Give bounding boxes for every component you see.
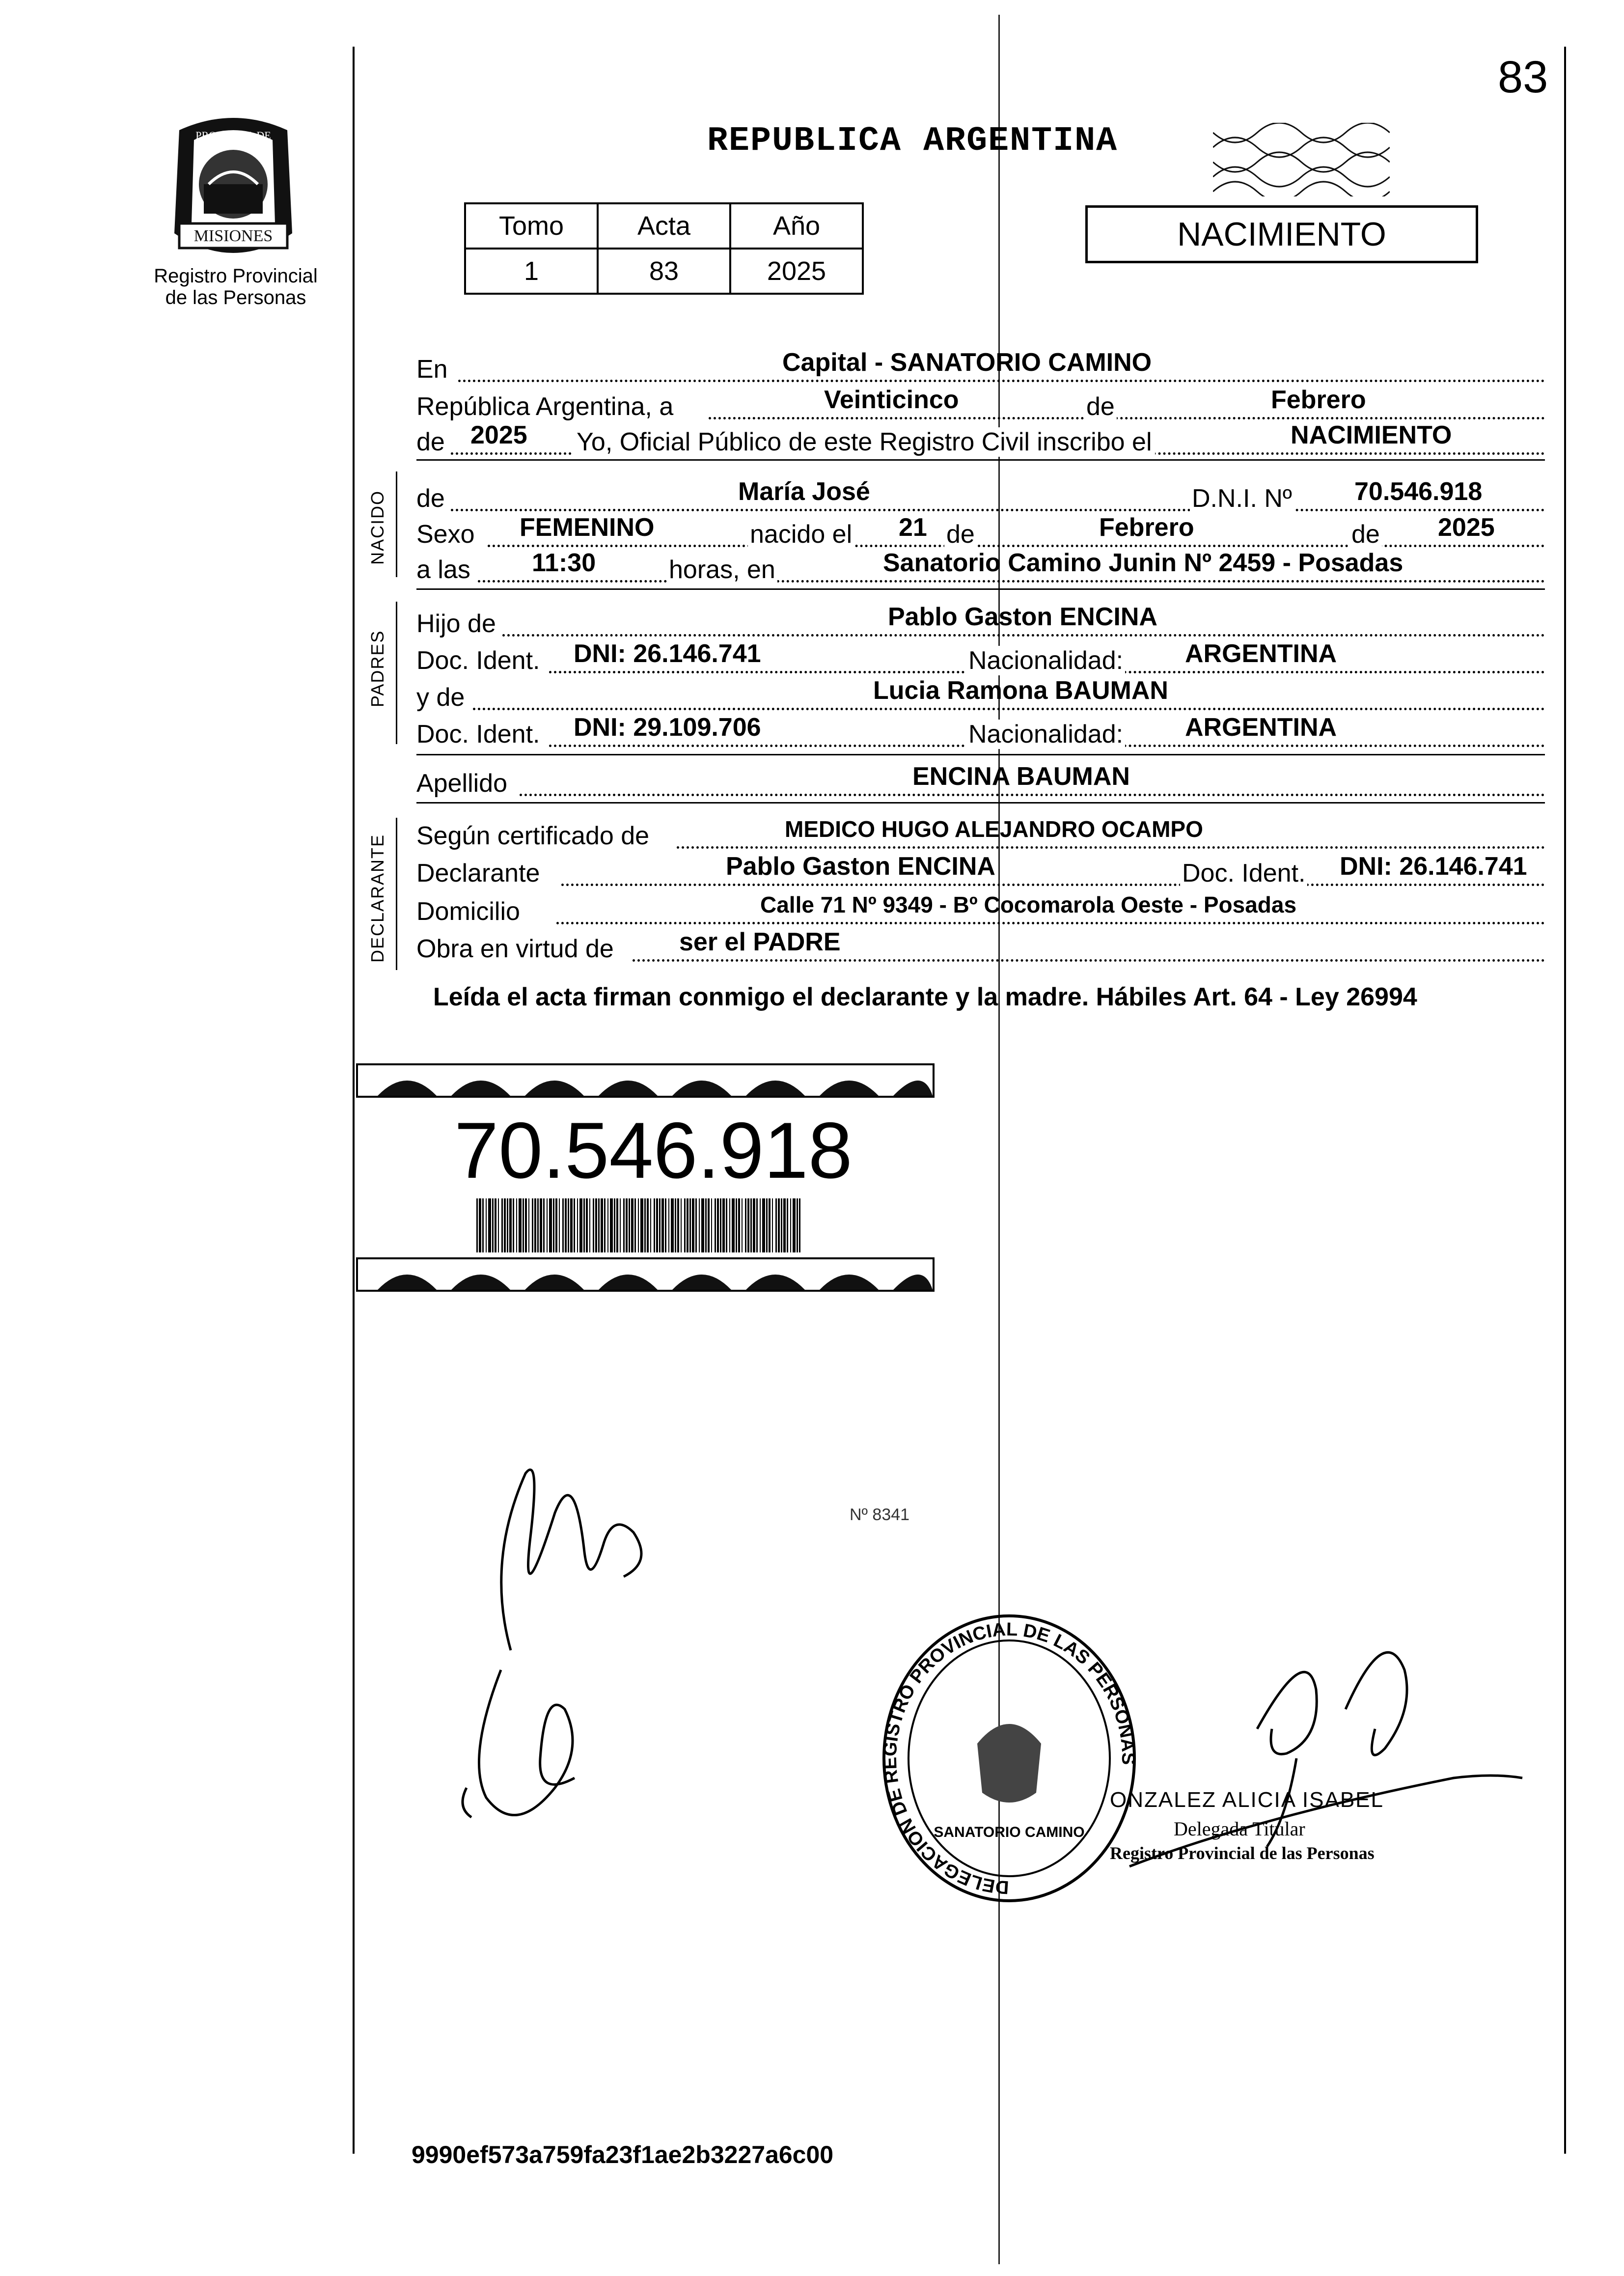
section-label-declarante: DECLARANTE: [367, 833, 387, 963]
dni-value: 70.546.918: [1354, 477, 1483, 506]
birth-month-value: Febrero: [1099, 513, 1194, 542]
anio-header: Año: [730, 203, 863, 249]
logo-text-bottom: MISIONES: [193, 227, 273, 245]
registry-name: [133, 265, 339, 308]
obra-label: Obra en virtud de: [416, 935, 614, 963]
month-value: Febrero: [1271, 386, 1366, 414]
place-value: Sanatorio Camino Junin Nº 2459 - Posadas: [883, 549, 1404, 577]
section-label-padres: PADRES: [367, 630, 387, 707]
nacido-de-label: de: [416, 484, 445, 513]
father-doc-label: Doc. Ident.: [416, 646, 540, 675]
official-signature: [1110, 1631, 1532, 1906]
nacido-de-label3: de: [1349, 520, 1382, 549]
apellido-label: Apellido: [416, 769, 508, 798]
father-name: Pablo Gaston ENCINA: [888, 603, 1157, 631]
right-margin-line: [1564, 47, 1566, 2154]
declarante-value: Pablo Gaston ENCINA: [726, 852, 995, 881]
cert-label: Según certificado de: [416, 822, 650, 850]
tomo-header: Tomo: [465, 203, 598, 249]
statement-text: Yo, Oficial Público de este Registro Civil inscribo el: [574, 427, 1155, 457]
nacido-el-label: nacido el: [748, 520, 854, 549]
hijo-de-label: Hijo de: [416, 610, 496, 638]
acta-value: 83: [598, 249, 730, 294]
time-value: 11:30: [532, 549, 596, 577]
nacido-row-name: [416, 477, 1545, 514]
registry-name-line1: Registro Provincial: [154, 265, 318, 287]
father-nat: ARGENTINA: [1185, 639, 1337, 668]
registry-name-line2: de las Personas: [165, 287, 306, 308]
padres-row-mother-doc: [416, 713, 1545, 750]
official-name: ONZALEZ ALICIA ISABEL: [1110, 1788, 1384, 1812]
de2-label: de: [416, 428, 445, 456]
mother-name: Lucia Ramona BAUMAN: [873, 676, 1168, 705]
official-office: Registro Provincial de las Personas: [1110, 1843, 1375, 1863]
domicilio-label: Domicilio: [416, 897, 520, 926]
declarante-signature: [427, 1415, 702, 1857]
padres-row-father: [416, 603, 1545, 639]
domicilio-value: Calle 71 Nº 9349 - Bº Cocomarola Oeste - Posadas: [760, 892, 1297, 917]
en-label: En: [416, 355, 448, 384]
de-label: de: [1084, 392, 1117, 421]
country-title: REPUBLICA ARGENTINA: [707, 122, 1118, 161]
tomo-value: 1: [465, 249, 598, 294]
statement-value: NACIMIENTO: [1291, 421, 1452, 449]
province-seal-logo: [160, 111, 307, 268]
anio-value: 2025: [730, 249, 863, 294]
declarante-row-obra: [416, 928, 1545, 965]
nacido-row-time: [416, 549, 1545, 585]
father-nat-label: Nacionalidad:: [966, 646, 1125, 675]
mother-doc-label: Doc. Ident.: [416, 720, 540, 749]
en-value: Capital - SANATORIO CAMINO: [782, 348, 1152, 377]
declarante-row-cert: [416, 816, 1545, 852]
intro-row-date: [416, 386, 1545, 422]
day-value: Veinticinco: [824, 386, 959, 414]
mother-nat: ARGENTINA: [1185, 713, 1337, 742]
horas-label: horas, en: [667, 555, 777, 584]
barcode: [476, 1198, 800, 1252]
declarante-doc: DNI: 26.146.741: [1340, 852, 1527, 881]
declarante-label: Declarante: [416, 859, 540, 888]
mother-nat-label: Nacionalidad:: [966, 720, 1125, 749]
security-strip-bottom: [356, 1257, 935, 1292]
apellido-value: ENCINA BAUMAN: [912, 762, 1130, 791]
logo-text-top: PROVINCIA DE: [195, 129, 271, 141]
stamp-inner-text: SANATORIO CAMINO: [934, 1824, 1085, 1840]
sexo-label: Sexo: [416, 520, 475, 549]
obra-value: ser el PADRE: [679, 928, 841, 956]
year-value: 2025: [470, 421, 527, 449]
acta-header: Acta: [598, 203, 730, 249]
official-title: Delegada Titular: [1174, 1818, 1305, 1840]
security-guilloche-pattern: [1213, 123, 1390, 196]
security-strip-top: [356, 1063, 935, 1098]
sexo-value: FEMENINO: [520, 513, 655, 542]
declarante-row-domicilio: [416, 892, 1545, 927]
legal-text: Leída el acta firman conmigo el declarante y la madre. Hábiles Art. 64 - Ley 26994: [433, 983, 1417, 1011]
nacido-de-label2: de: [944, 520, 977, 549]
mother-doc: DNI: 29.109.706: [574, 713, 761, 742]
record-number-table: [464, 202, 864, 295]
registry-seal-stamp: [879, 1606, 1139, 1911]
y-de-label: y de: [416, 683, 465, 712]
padres-row-mother: [416, 676, 1545, 713]
birth-day-value: 21: [899, 513, 927, 542]
nacido-row-sex: [416, 513, 1545, 550]
padres-row-father-doc: [416, 639, 1545, 676]
a-las-label: a las: [416, 555, 470, 584]
record-type-box: NACIMIENTO: [1085, 205, 1478, 263]
intro-row-statement: [416, 421, 1545, 458]
cert-value: MEDICO HUGO ALEJANDRO OCAMPO: [785, 816, 1203, 842]
stamp-ring-text: DELEGACION DE REGISTRO PROVINCIAL DE LAS PERSONAS: [880, 1619, 1139, 1898]
declarante-doc-label: Doc. Ident.: [1180, 859, 1307, 888]
declarante-row-name: [416, 852, 1545, 889]
document-hash: 9990ef573a759fa23f1ae2b3227a6c00: [412, 2141, 834, 2168]
mark-1: Nº 8341: [850, 1505, 910, 1524]
apellido-row: [416, 762, 1545, 799]
section-label-nacido: NACIDO: [367, 490, 387, 565]
birth-year-value: 2025: [1438, 513, 1495, 542]
intro-row-en: [416, 348, 1545, 385]
name-value: María José: [738, 477, 870, 506]
dni-label: D.N.I. Nº: [1190, 484, 1294, 513]
dni-number-large: 70.546.918: [454, 1106, 853, 1195]
father-doc: DNI: 26.146.741: [574, 639, 761, 668]
page-number: 83: [1498, 52, 1548, 102]
left-margin-line: [353, 47, 355, 2154]
republica-label: República Argentina, a: [416, 392, 674, 421]
